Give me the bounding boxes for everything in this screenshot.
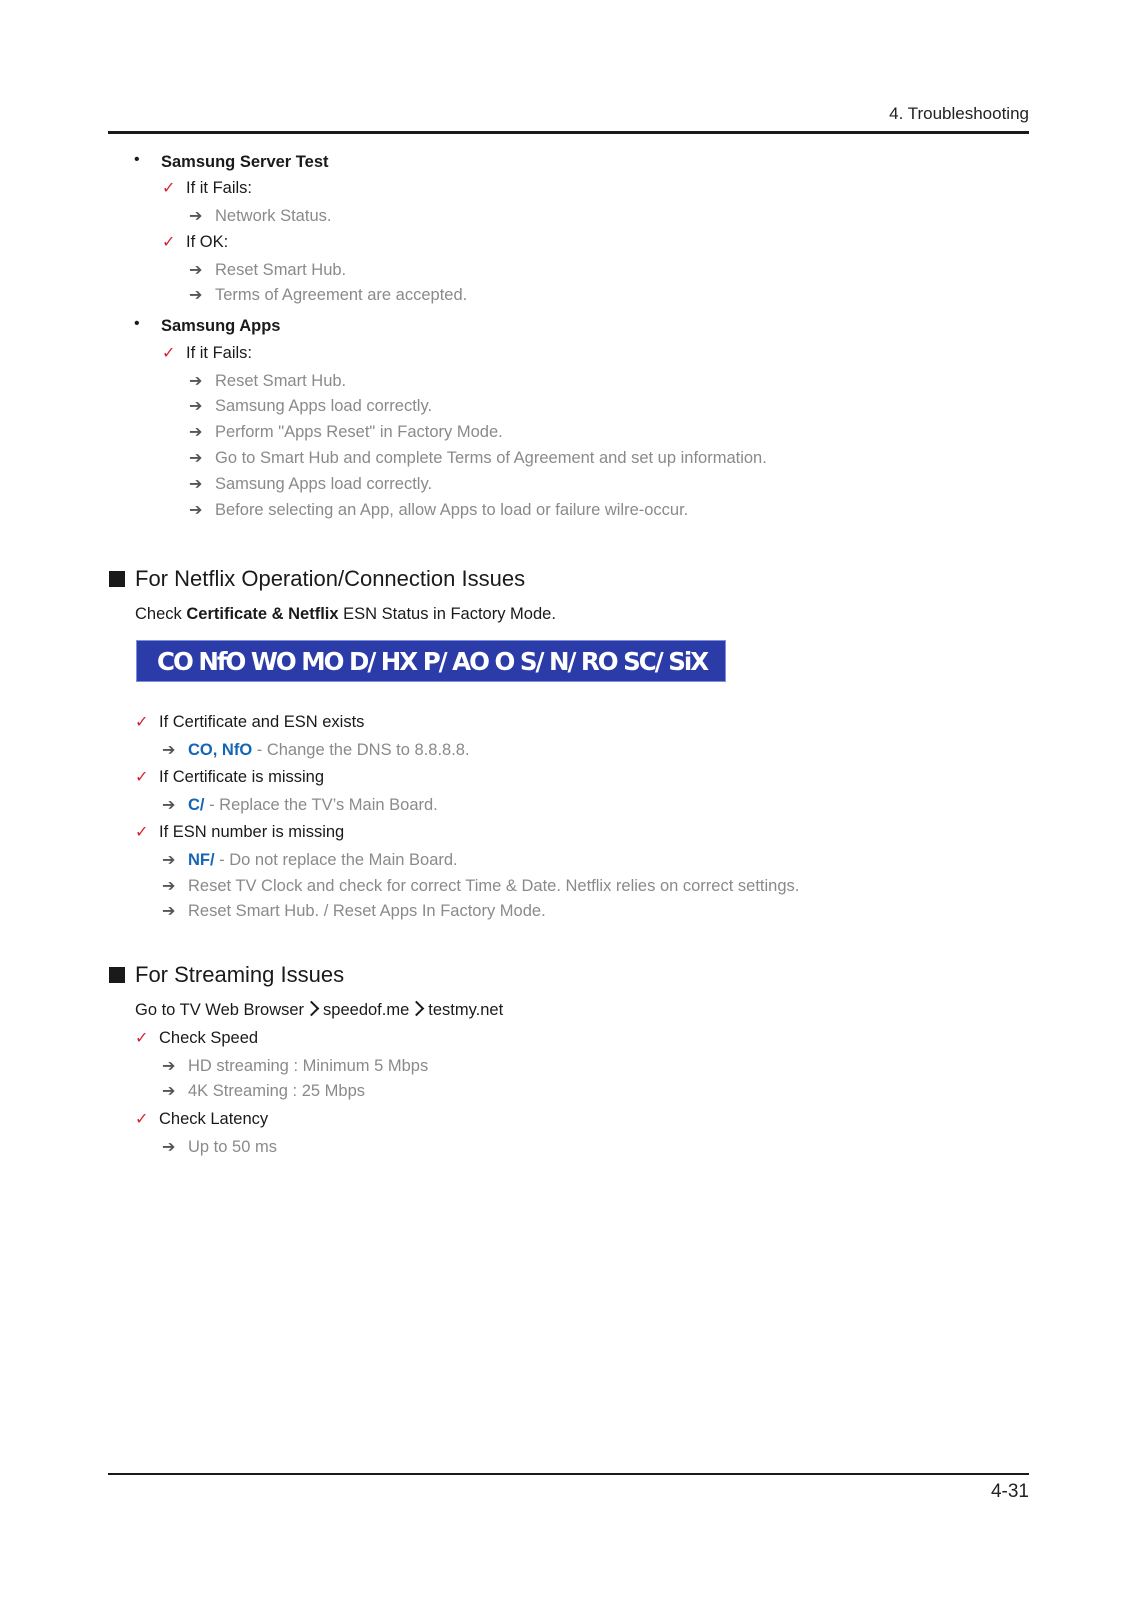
step-text: Network Status.: [215, 207, 332, 225]
netflix-intro: [135, 604, 556, 624]
bullet-dot: •: [134, 151, 140, 168]
case-label: If Certificate and ESN exists: [159, 713, 365, 731]
arrow-right-icon: ➔: [189, 476, 203, 493]
netflix-case-cert-missing-action: [162, 795, 438, 816]
check-label: Check Speed: [159, 1029, 259, 1047]
streaming-section-title: [109, 962, 344, 988]
streaming-latency-step: [162, 1137, 277, 1158]
intro-prefix: Check: [135, 605, 187, 623]
samsung-apps-step: [189, 371, 346, 392]
arrow-right-icon: ➔: [189, 373, 203, 390]
step-text: Reset Smart Hub.: [215, 261, 347, 279]
arrow-right-icon: ➔: [162, 1083, 176, 1100]
server-test-ok-item: [162, 232, 228, 253]
intro-bold: Certificate & Netflix: [186, 605, 339, 623]
netflix-case-esn-missing: [135, 822, 344, 843]
step-text: Up to 50 ms: [188, 1138, 277, 1156]
arrow-right-icon: ➔: [162, 903, 176, 920]
arrow-right-icon: ➔: [162, 742, 176, 759]
samsung-apps-step: [189, 396, 432, 417]
status-code: NF/: [188, 851, 215, 869]
server-test-fails-label: If it Fails:: [186, 179, 253, 197]
status-code: C/: [188, 796, 205, 814]
path-step: speedof.me: [323, 1001, 410, 1019]
streaming-check-latency: [135, 1109, 268, 1130]
step-text: Before selecting an App, allow Apps to load or failure wilre-occur.: [215, 501, 689, 519]
action-text: - Change the DNS to 8.8.8.8.: [252, 741, 470, 759]
arrow-right-icon: ➔: [189, 502, 203, 519]
action-text: - Do not replace the Main Board.: [214, 851, 458, 869]
server-test-fails-step: [189, 206, 331, 227]
arrow-right-icon: ➔: [162, 1058, 176, 1075]
arrow-right-icon: ➔: [189, 450, 203, 467]
streaming-speed-step: [162, 1056, 428, 1077]
bullet-dot: •: [134, 315, 140, 332]
section-square-icon: [109, 571, 125, 587]
step-text: Samsung Apps load correctly.: [215, 397, 433, 415]
server-test-ok-label: If OK:: [186, 233, 229, 251]
arrow-right-icon: ➔: [162, 852, 176, 869]
status-code: CO, NfO: [188, 741, 253, 759]
step-text: Perform "Apps Reset" in Factory Mode.: [215, 423, 503, 441]
netflix-case-cert-missing: [135, 767, 324, 788]
samsung-apps-step: [189, 474, 432, 495]
arrow-right-icon: ➔: [189, 208, 203, 225]
section-title-text: For Netflix Operation/Connection Issues: [135, 566, 526, 591]
factory-mode-code-banner: CO NfO WO MO D/ HX P/ AO O S/ N/ RO SC/ SiX: [136, 640, 726, 682]
step-text: Reset Smart Hub. / Reset Apps In Factory Mode.: [188, 902, 546, 920]
streaming-check-speed: [135, 1028, 258, 1049]
chevron-right-icon: [304, 1001, 320, 1017]
step-text: Reset TV Clock and check for correct Time & Date. Netflix relies on correct settings.: [188, 877, 800, 895]
check-icon: ✓: [162, 345, 176, 362]
arrow-right-icon: ➔: [189, 398, 203, 415]
step-text: Go to Smart Hub and complete Terms of Agreement and set up information.: [215, 449, 767, 467]
server-test-fails-item: [162, 178, 252, 199]
section-title-text: For Streaming Issues: [135, 962, 345, 987]
page-header-section: 4. Troubleshooting: [889, 104, 1029, 123]
server-test-ok-step: [189, 260, 346, 281]
check-icon: ✓: [135, 769, 149, 786]
samsung-apps-fails-item: [162, 343, 252, 364]
check-icon: ✓: [135, 1111, 149, 1128]
path-step: testmy.net: [428, 1001, 504, 1019]
arrow-right-icon: ➔: [189, 262, 203, 279]
step-text: HD streaming : Minimum 5 Mbps: [188, 1057, 429, 1075]
footer-divider: [108, 1473, 1029, 1475]
netflix-case-esn-missing-step: [162, 901, 546, 922]
case-label: If Certificate is missing: [159, 768, 325, 786]
path-step: Go to TV Web Browser: [135, 1001, 305, 1019]
arrow-right-icon: ➔: [189, 287, 203, 304]
streaming-speed-step: [162, 1081, 365, 1102]
step-text: Reset Smart Hub.: [215, 372, 347, 390]
server-test-heading: Samsung Server Test: [161, 153, 329, 171]
samsung-apps-step: [189, 448, 767, 469]
header-divider: [108, 131, 1029, 134]
check-icon: ✓: [162, 234, 176, 251]
samsung-apps-step: [189, 500, 688, 521]
action-text: - Replace the TV’s Main Board.: [204, 796, 438, 814]
intro-suffix: ESN Status in Factory Mode.: [338, 605, 556, 623]
case-label: If ESN number is missing: [159, 823, 345, 841]
step-text: 4K Streaming : 25 Mbps: [188, 1082, 366, 1100]
netflix-case-esn-missing-action: [162, 850, 458, 871]
netflix-case-cert-esn-exists: [135, 712, 364, 733]
page-number: 4-31: [990, 1481, 1029, 1502]
step-text: Samsung Apps load correctly.: [215, 475, 433, 493]
check-icon: ✓: [135, 714, 149, 731]
chevron-right-icon: [409, 1001, 425, 1017]
netflix-case-cert-esn-exists-action: [162, 740, 470, 761]
check-icon: ✓: [135, 824, 149, 841]
samsung-apps-step: [189, 422, 503, 443]
netflix-section-title: [109, 566, 525, 592]
step-text: Terms of Agreement are accepted.: [215, 286, 468, 304]
check-icon: ✓: [135, 1030, 149, 1047]
samsung-apps-heading: Samsung Apps: [161, 317, 281, 335]
arrow-right-icon: ➔: [162, 1139, 176, 1156]
check-label: Check Latency: [159, 1110, 269, 1128]
arrow-right-icon: ➔: [189, 424, 203, 441]
section-square-icon: [109, 967, 125, 983]
samsung-apps-fails-label: If it Fails:: [186, 344, 253, 362]
check-icon: ✓: [162, 180, 176, 197]
netflix-case-esn-missing-step: [162, 876, 799, 897]
streaming-path: [135, 1000, 503, 1020]
arrow-right-icon: ➔: [162, 797, 176, 814]
server-test-ok-step: [189, 285, 467, 306]
arrow-right-icon: ➔: [162, 878, 176, 895]
